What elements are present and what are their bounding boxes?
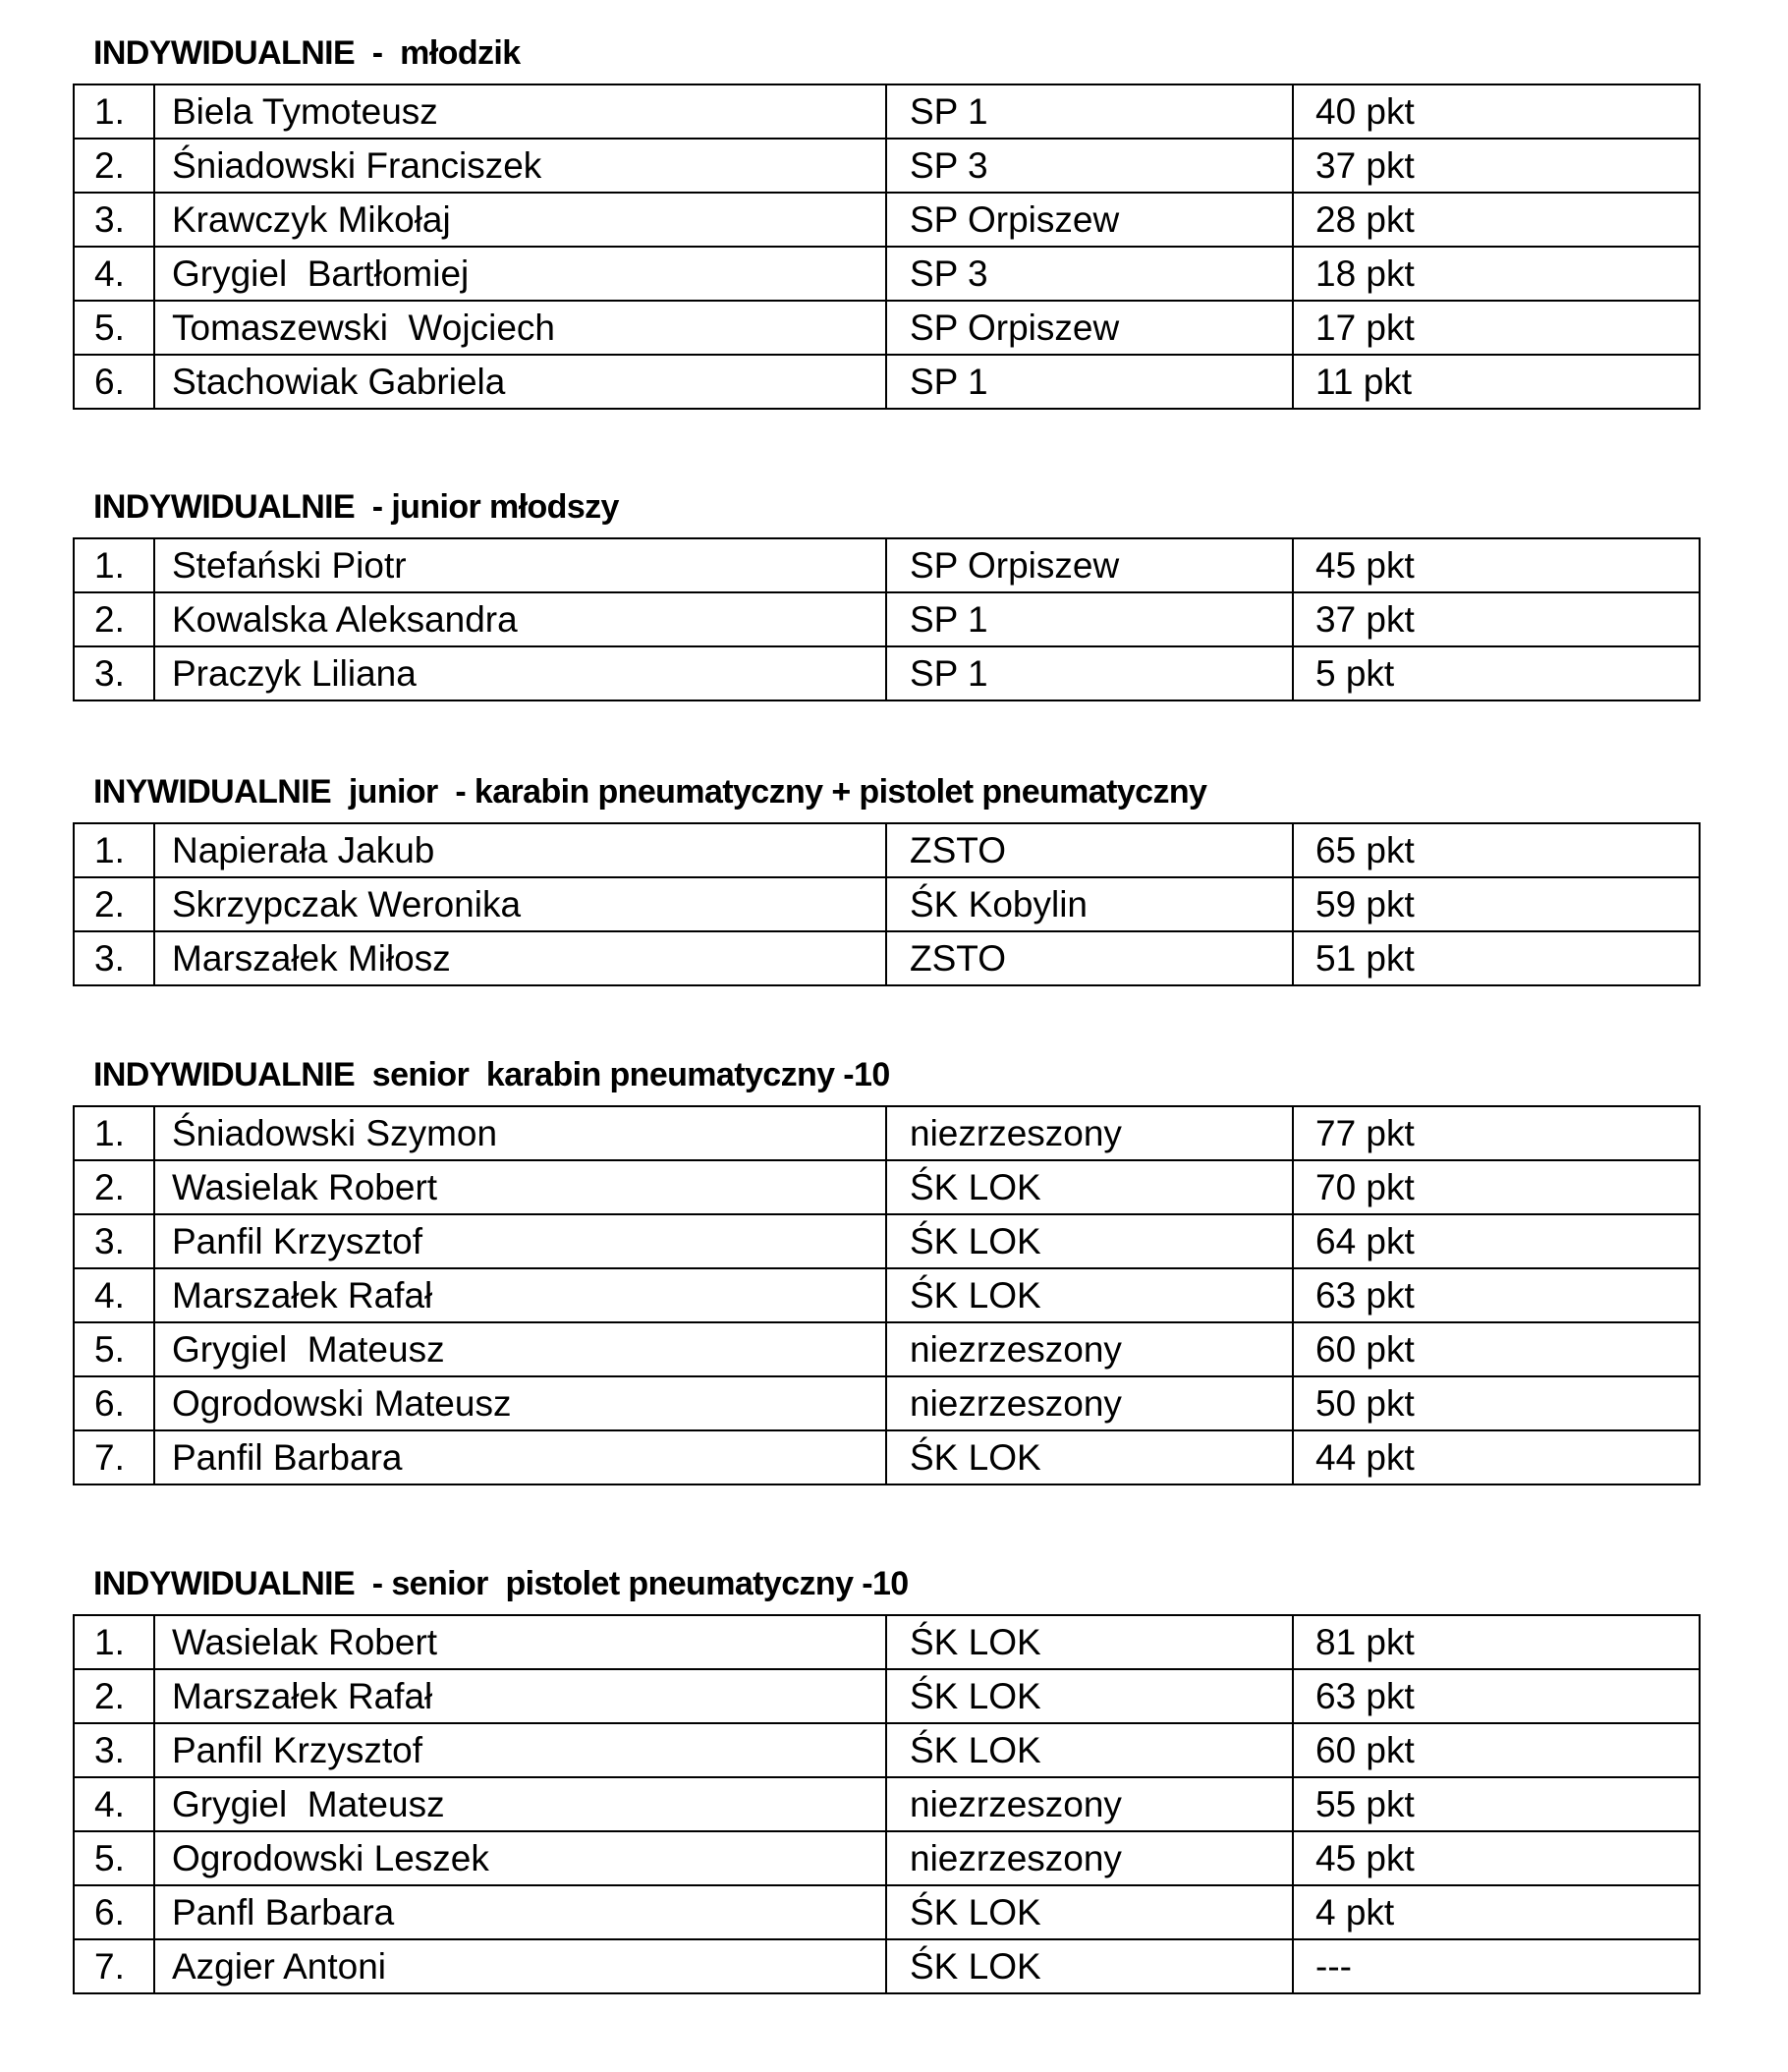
results-table [73,537,1701,701]
rank-cell: 6. [74,355,154,409]
table-row [74,1376,1700,1430]
club-cell: niezrzeszony [886,1376,1293,1430]
rank-cell: 1. [74,84,154,139]
table-row [74,1831,1700,1885]
name-cell: Panfil Barbara [154,1430,886,1484]
name-cell: Grygiel Mateusz [154,1322,886,1376]
name-cell: Biela Tymoteusz [154,84,886,139]
rank-cell: 5. [74,1322,154,1376]
rank-cell: 7. [74,1430,154,1484]
points-cell: 60 pkt [1293,1322,1700,1376]
section-title: INYWIDUALNIE junior - karabin pneumatyczny + pistolet pneumatyczny [93,773,1207,811]
name-cell: Grygiel Bartłomiej [154,247,886,301]
club-cell: SP 3 [886,247,1293,301]
rank-cell: 2. [74,139,154,193]
rank-cell: 7. [74,1939,154,1993]
club-cell: SP Orpiszew [886,538,1293,592]
section-title: INDYWIDUALNIE - junior młodszy [93,488,619,526]
club-cell: ŚK LOK [886,1615,1293,1669]
points-cell: 11 pkt [1293,355,1700,409]
name-cell: Ogrodowski Leszek [154,1831,886,1885]
table-row [74,1160,1700,1214]
name-cell: Ogrodowski Mateusz [154,1376,886,1430]
results-table [73,1614,1701,1994]
table-row [74,193,1700,247]
club-cell: ZSTO [886,823,1293,877]
table-row [74,247,1700,301]
club-cell: SP 3 [886,139,1293,193]
rank-cell: 5. [74,301,154,355]
name-cell: Śniadowski Franciszek [154,139,886,193]
name-cell: Napierała Jakub [154,823,886,877]
club-cell: ŚK LOK [886,1214,1293,1268]
section-title: INDYWIDUALNIE - młodzik [93,34,521,72]
points-cell: --- [1293,1939,1700,1993]
rank-cell: 4. [74,1268,154,1322]
table-row [74,646,1700,700]
points-cell: 37 pkt [1293,592,1700,646]
table-row [74,301,1700,355]
rank-cell: 5. [74,1831,154,1885]
table-row [74,1723,1700,1777]
table-row [74,877,1700,931]
points-cell: 40 pkt [1293,84,1700,139]
rank-cell: 2. [74,1669,154,1723]
points-cell: 59 pkt [1293,877,1700,931]
table-row [74,1939,1700,1993]
club-cell: ZSTO [886,931,1293,985]
section-title: INDYWIDUALNIE senior karabin pneumatyczny -10 [93,1056,890,1093]
table-row [74,1615,1700,1669]
section-senior-pistolet [73,1565,1699,1994]
name-cell: Panfil Krzysztof [154,1214,886,1268]
rank-cell: 1. [74,1615,154,1669]
name-cell: Wasielak Robert [154,1615,886,1669]
rank-cell: 3. [74,931,154,985]
name-cell: Stefański Piotr [154,538,886,592]
table-row [74,538,1700,592]
table-row [74,1777,1700,1831]
rank-cell: 4. [74,1777,154,1831]
club-cell: ŚK LOK [886,1430,1293,1484]
club-cell: ŚK LOK [886,1939,1293,1993]
table-row [74,139,1700,193]
name-cell: Grygiel Mateusz [154,1777,886,1831]
rank-cell: 6. [74,1376,154,1430]
club-cell: ŚK LOK [886,1885,1293,1939]
rank-cell: 2. [74,1160,154,1214]
table-row [74,1214,1700,1268]
club-cell: SP 1 [886,592,1293,646]
club-cell: ŚK Kobylin [886,877,1293,931]
club-cell: ŚK LOK [886,1723,1293,1777]
section-senior-karabin [73,1056,1699,1485]
points-cell: 63 pkt [1293,1268,1700,1322]
name-cell: Skrzypczak Weronika [154,877,886,931]
club-cell: SP 1 [886,355,1293,409]
points-cell: 77 pkt [1293,1106,1700,1160]
club-cell: niezrzeszony [886,1106,1293,1160]
results-table [73,822,1701,986]
points-cell: 18 pkt [1293,247,1700,301]
rank-cell: 3. [74,646,154,700]
name-cell: Marszałek Miłosz [154,931,886,985]
name-cell: Krawczyk Mikołaj [154,193,886,247]
club-cell: SP Orpiszew [886,193,1293,247]
points-cell: 4 pkt [1293,1885,1700,1939]
points-cell: 45 pkt [1293,1831,1700,1885]
points-cell: 60 pkt [1293,1723,1700,1777]
results-table [73,84,1701,410]
table-row [74,1669,1700,1723]
table-row [74,823,1700,877]
rank-cell: 3. [74,1214,154,1268]
club-cell: ŚK LOK [886,1268,1293,1322]
points-cell: 63 pkt [1293,1669,1700,1723]
rank-cell: 1. [74,538,154,592]
points-cell: 37 pkt [1293,139,1700,193]
name-cell: Wasielak Robert [154,1160,886,1214]
name-cell: Stachowiak Gabriela [154,355,886,409]
rank-cell: 4. [74,247,154,301]
points-cell: 28 pkt [1293,193,1700,247]
points-cell: 5 pkt [1293,646,1700,700]
section-mlodzik [73,34,1699,410]
club-cell: ŚK LOK [886,1160,1293,1214]
club-cell: SP 1 [886,84,1293,139]
club-cell: niezrzeszony [886,1777,1293,1831]
rank-cell: 3. [74,193,154,247]
name-cell: Marszałek Rafał [154,1669,886,1723]
club-cell: niezrzeszony [886,1322,1293,1376]
table-row [74,1885,1700,1939]
rank-cell: 3. [74,1723,154,1777]
rank-cell: 1. [74,1106,154,1160]
points-cell: 45 pkt [1293,538,1700,592]
name-cell: Śniadowski Szymon [154,1106,886,1160]
table-row [74,592,1700,646]
table-row [74,1268,1700,1322]
points-cell: 51 pkt [1293,931,1700,985]
table-row [74,1322,1700,1376]
section-junior-karabin-pistolet [73,773,1699,986]
name-cell: Praczyk Liliana [154,646,886,700]
points-cell: 44 pkt [1293,1430,1700,1484]
rank-cell: 6. [74,1885,154,1939]
results-table [73,1105,1701,1485]
points-cell: 17 pkt [1293,301,1700,355]
rank-cell: 2. [74,592,154,646]
table-row [74,1106,1700,1160]
name-cell: Panfil Krzysztof [154,1723,886,1777]
name-cell: Tomaszewski Wojciech [154,301,886,355]
section-junior-mlodszy [73,488,1699,701]
points-cell: 70 pkt [1293,1160,1700,1214]
table-row [74,931,1700,985]
points-cell: 55 pkt [1293,1777,1700,1831]
points-cell: 81 pkt [1293,1615,1700,1669]
section-title: INDYWIDUALNIE - senior pistolet pneumatyczny -10 [93,1565,909,1602]
rank-cell: 1. [74,823,154,877]
name-cell: Azgier Antoni [154,1939,886,1993]
table-row [74,84,1700,139]
rank-cell: 2. [74,877,154,931]
table-row [74,355,1700,409]
name-cell: Panfl Barbara [154,1885,886,1939]
points-cell: 64 pkt [1293,1214,1700,1268]
club-cell: ŚK LOK [886,1669,1293,1723]
club-cell: SP 1 [886,646,1293,700]
table-row [74,1430,1700,1484]
points-cell: 65 pkt [1293,823,1700,877]
club-cell: niezrzeszony [886,1831,1293,1885]
name-cell: Marszałek Rafał [154,1268,886,1322]
club-cell: SP Orpiszew [886,301,1293,355]
points-cell: 50 pkt [1293,1376,1700,1430]
name-cell: Kowalska Aleksandra [154,592,886,646]
